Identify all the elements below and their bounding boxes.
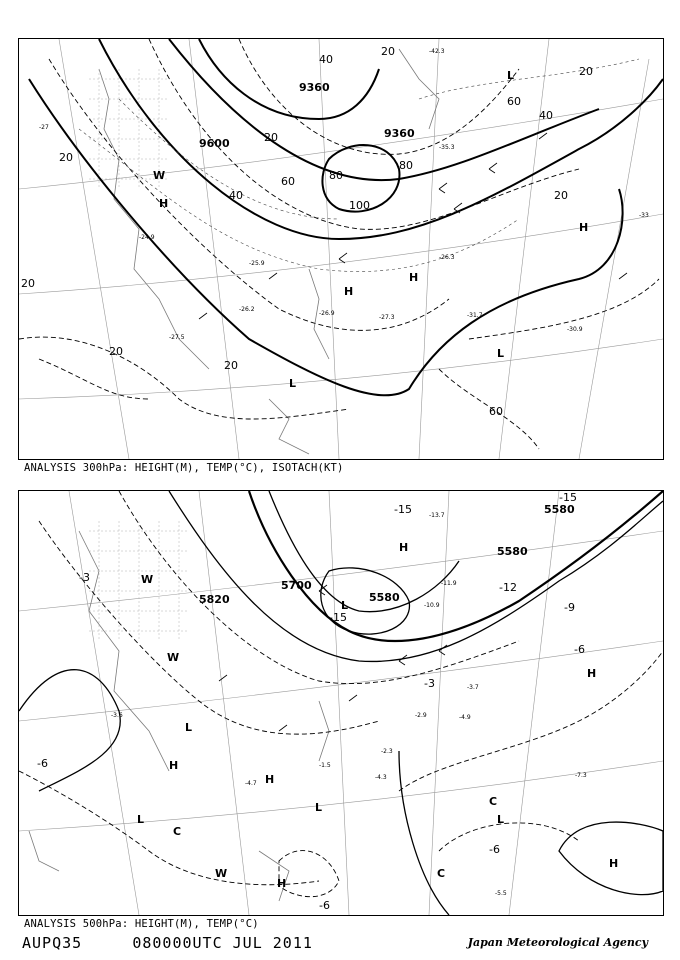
height-label: 5580 bbox=[497, 545, 528, 558]
isotherms bbox=[19, 491, 663, 897]
isotachs bbox=[19, 39, 659, 449]
temp-value: -27.5 bbox=[169, 334, 185, 341]
isotach-label: 80 bbox=[399, 159, 413, 172]
isotherm-label: -12 bbox=[499, 581, 517, 594]
height-label: 9360 bbox=[299, 81, 330, 94]
temp-value: -42.3 bbox=[429, 48, 445, 55]
low-center: L bbox=[289, 377, 297, 390]
map-300hpa-chart bbox=[19, 39, 663, 459]
isotach-label: 20 bbox=[554, 189, 568, 202]
height-labels-300 bbox=[199, 81, 415, 150]
low-center: L bbox=[341, 599, 349, 612]
height-contours bbox=[29, 39, 663, 395]
high-center: H bbox=[409, 271, 419, 284]
isotherm-label: -15 bbox=[329, 611, 347, 624]
isotach-label: 20 bbox=[381, 45, 395, 58]
high-center: H bbox=[587, 667, 597, 680]
isotach-label: 80 bbox=[329, 169, 343, 182]
height-label: 5700 bbox=[281, 579, 312, 592]
isotach-label: 20 bbox=[264, 131, 278, 144]
agency-name: Japan Meteorological Agency bbox=[467, 936, 648, 949]
map-500hpa-chart bbox=[19, 491, 663, 915]
graticule bbox=[19, 39, 663, 459]
chart-code: AUPQ35 bbox=[22, 934, 83, 952]
height-label: 9360 bbox=[384, 127, 415, 140]
temp-value: -27.3 bbox=[379, 314, 395, 321]
isotherm-label: -15 bbox=[559, 491, 577, 504]
low-center: L bbox=[137, 813, 145, 826]
height-label: 5820 bbox=[199, 593, 230, 606]
hatch-region bbox=[89, 521, 189, 641]
temp-value: -33 bbox=[639, 212, 649, 219]
temp-value: -35.3 bbox=[439, 144, 455, 151]
low-center: L bbox=[507, 69, 515, 82]
warm-marker: W bbox=[153, 169, 166, 182]
isotherm-label: -6 bbox=[574, 643, 585, 656]
high-center: H bbox=[609, 857, 619, 870]
high-center: H bbox=[344, 285, 354, 298]
station-value: -7.3 bbox=[575, 772, 587, 779]
map-300hpa bbox=[18, 38, 664, 460]
height-label: 9600 bbox=[199, 137, 230, 150]
station-value: -3.7 bbox=[467, 684, 479, 691]
temp-value: -30.9 bbox=[567, 326, 583, 333]
map-500hpa bbox=[18, 490, 664, 916]
isotherm-label: -3 bbox=[79, 571, 90, 584]
height-labels-500 bbox=[199, 503, 575, 606]
isotach-label: 100 bbox=[349, 199, 370, 212]
station-value: -5.5 bbox=[495, 890, 507, 897]
station-value: -4.7 bbox=[245, 780, 257, 787]
wind-barbs bbox=[199, 133, 627, 319]
height-contours bbox=[19, 491, 663, 915]
isotherms bbox=[79, 59, 639, 272]
high-center: H bbox=[159, 197, 169, 210]
isotherm-label: -6 bbox=[319, 899, 330, 912]
isotach-label: 40 bbox=[319, 53, 333, 66]
isotach-labels-300 bbox=[21, 45, 593, 418]
station-value: -4.9 bbox=[459, 714, 471, 721]
low-center: L bbox=[497, 813, 505, 826]
station-value: -2.9 bbox=[415, 712, 427, 719]
high-center: H bbox=[579, 221, 589, 234]
temp-value: -24.9 bbox=[139, 234, 155, 241]
isotach-label: 60 bbox=[507, 95, 521, 108]
isotach-label: 20 bbox=[224, 359, 238, 372]
cold-marker: C bbox=[437, 867, 446, 880]
temp-value: -26.9 bbox=[319, 310, 335, 317]
temp-value: -26.2 bbox=[239, 306, 255, 313]
caption-300hpa: ANALYSIS 300hPa: HEIGHT(M), TEMP(°C), ISOTACH(KT) bbox=[24, 462, 344, 474]
isotherm-label: -3 bbox=[424, 677, 435, 690]
isotherm-label: -15 bbox=[394, 503, 412, 516]
low-center: L bbox=[497, 347, 505, 360]
isotherm-label: -6 bbox=[37, 757, 48, 770]
high-center: H bbox=[169, 759, 179, 772]
height-label: 5580 bbox=[369, 591, 400, 604]
chart-datetime: 080000UTC JUL 2011 bbox=[132, 934, 313, 952]
temp-value: -27 bbox=[39, 124, 49, 131]
caption-500hpa: ANALYSIS 500hPa: HEIGHT(M), TEMP(°C) bbox=[24, 918, 259, 930]
station-value: -3.6 bbox=[111, 712, 123, 719]
isotach-label: 20 bbox=[109, 345, 123, 358]
isotach-label: 20 bbox=[59, 151, 73, 164]
temp-value: -25.9 bbox=[249, 260, 265, 267]
cold-marker: C bbox=[489, 795, 498, 808]
isotach-label: 20 bbox=[579, 65, 593, 78]
wind-barbs bbox=[219, 585, 447, 731]
station-value: -4.3 bbox=[375, 774, 387, 781]
temp-value: -31.7 bbox=[467, 312, 483, 319]
station-value: -11.9 bbox=[441, 580, 457, 587]
station-value: -13.7 bbox=[429, 512, 445, 519]
isotach-label: 40 bbox=[229, 189, 243, 202]
isotach-label: 20 bbox=[21, 277, 35, 290]
low-center: L bbox=[315, 801, 323, 814]
station-value: -1.5 bbox=[319, 762, 331, 769]
height-label: 5580 bbox=[544, 503, 575, 516]
station-value: -10.9 bbox=[424, 602, 440, 609]
warm-marker: W bbox=[167, 651, 180, 664]
low-center: L bbox=[185, 721, 193, 734]
warm-marker: W bbox=[141, 573, 154, 586]
isotherm-label: -9 bbox=[564, 601, 575, 614]
warm-marker: W bbox=[215, 867, 228, 880]
station-value: -2.3 bbox=[381, 748, 393, 755]
high-center: H bbox=[399, 541, 409, 554]
isotach-label: 60 bbox=[489, 405, 503, 418]
isotach-label: 60 bbox=[281, 175, 295, 188]
high-center: H bbox=[265, 773, 275, 786]
cold-marker: C bbox=[173, 825, 182, 838]
high-center: H bbox=[277, 877, 287, 890]
station-values-500 bbox=[111, 512, 587, 897]
chart-code-datetime bbox=[22, 934, 313, 952]
isotach-label: 40 bbox=[539, 109, 553, 122]
temp-value: -26.3 bbox=[439, 254, 455, 261]
isotherm-label: -6 bbox=[489, 843, 500, 856]
